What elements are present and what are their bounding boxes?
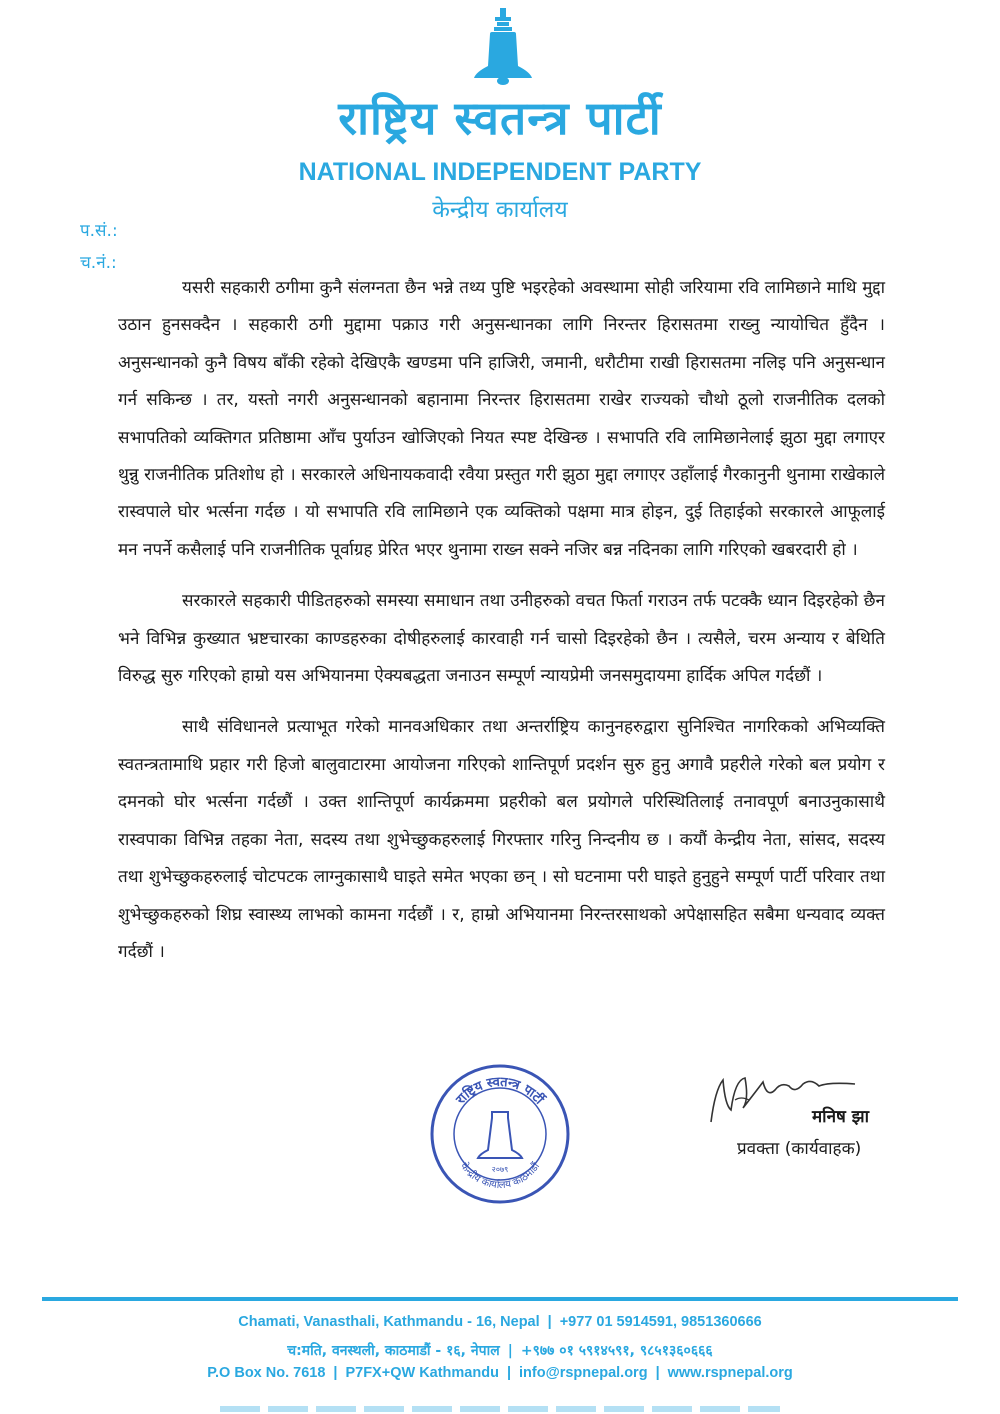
- signatory-title: प्रवक्ता (कार्यवाहक): [737, 1139, 862, 1159]
- separator: |: [333, 1365, 338, 1381]
- signatory-name: मनिष झा: [812, 1107, 870, 1127]
- separator: |: [547, 1314, 552, 1330]
- seal-bell-icon: [478, 1112, 522, 1158]
- central-office-label: केन्द्रीय कार्यालय: [432, 197, 568, 223]
- paragraph: सरकारले सहकारी पीडितहरुको समस्या समाधान तथा उनीहरुको वचत फिर्ता गराउन तर्फ पटक्कै ध्यान दिइरहेको छैन भने विभिन्न कुख्यात भ्रष्टचारका काण्डहरुका दोषीहरुलाई कारवाही गर्न चासो दिइरहेको छैन । त्यसैले, चरम अन्याय र बेथिति विरुद्ध सुरु गरिएको हाम्रो यस अभियानमा ऐक्यबद्धता जनाउन सम्पूर्ण न्यायप्रेमी जनसमुदायमा हार्दिक अपिल गर्दछौं ।: [118, 591, 885, 687]
- office-seal-stamp: [428, 1062, 573, 1207]
- website-link[interactable]: www.rspnepal.org: [667, 1365, 793, 1381]
- cropped-footer-remnant: [220, 1406, 780, 1412]
- bell-logo-icon: [470, 8, 536, 86]
- phone-en: +977 01 5914591, 9851360666: [559, 1314, 762, 1330]
- email-link[interactable]: info@rspnepal.org: [519, 1365, 648, 1381]
- separator: |: [507, 1343, 513, 1359]
- seal-bottom-text: केन्द्रीय कार्यालय काठमाडौं: [457, 1161, 543, 1192]
- separator: |: [655, 1365, 660, 1381]
- svg-text:राष्ट्रिय स्वतन्त्र पार्टी: [453, 1075, 548, 1109]
- dispatch-number-label: च.नं.:: [80, 253, 117, 273]
- separator: |: [506, 1365, 512, 1381]
- reference-number-label: प.सं.:: [80, 221, 118, 241]
- paragraph: साथै संविधानले प्रत्याभूत गरेको मानवअधिकार तथा अन्तर्राष्ट्रिय कानुनहरुद्वारा सुनिश्चित नागरिकको अभिव्यक्ति स्वतन्त्रतामाथि प्रहार गरी हिजो बालुवाटारमा आयोजना गरिएको शान्तिपूर्ण प्रदर्शन सुरु हुनु अगावै प्रहरीले गरेको बल प्रयोग र दमनको घोर भर्त्सना गर्दछौं । उक्त शान्तिपूर्ण कार्यक्रममा प्रहरीको बल प्रयोगले परिस्थितिलाई तनावपूर्ण बनाउनुकासाथै रास्वपाका विभिन्न तहका नेता, सदस्य तथा शुभेच्छुकहरुलाई गिरफ्तार गरिनु निन्दनीय छ । कयौं केन्द्रीय नेता, सांसद, सदस्य तथा शुभेच्छुकहरुलाई चोटपटक लाग्नुकासाथै घाइते समेत भएका छन् । सो घटनामा परी घाइते हुनुहुने सम्पूर्ण पार्टी परिवार तथा शुभेच्छुकहरुको शिघ्र स्वास्थ्य लाभको कामना गर्दछौं । र, हाम्रो अभियानमा निरन्तरसाथको अपेक्षासहित सबैमा धन्यवाद व्यक्त गर्दछौं ।: [118, 717, 885, 962]
- po-box: P.O Box No. 7618: [207, 1365, 326, 1381]
- phone-np: +९७७ ०१ ५९१४५९१, ९८५१३६०६६६: [520, 1343, 713, 1359]
- address-np: च:मति, वनस्थली, काठमाडौं - १६, नेपाल: [287, 1343, 500, 1359]
- footer-address-english: [0, 1314, 1000, 1330]
- plus-code: P7FX+QW Kathmandu: [345, 1365, 499, 1381]
- paragraph: यसरी सहकारी ठगीमा कुनै संलग्नता छैन भन्ने तथ्य पुष्टि भइरहेको अवस्थामा सोही जरियामा रवि लामिछाने माथि मुद्दा उठान हुनसक्दैन । सहकारी ठगी मुद्दामा पक्राउ गरी अनुसन्धानका लागि निरन्तर हिरासतमा राख्नु न्यायोचित हुँदैन । अनुसन्धानको कुनै विषय बाँकी रहेको देखिएकै खण्डमा पनि हाजिरी, जमानी, धरौटीमा राखी हिरासतमा नलिइ पनि अनुसन्धान गर्न सकिन्छ । तर, यस्तो नगरी अनुसन्धानको बहानामा निरन्तर हिरासतमा राखेर राज्यको चौथो ठूलो राजनीतिक दलको सभापतिको व्यक्तिगत प्रतिष्ठामा आँच पुर्याउन खोजिएको नियत स्पष्ट देखिन्छ । सभापति रवि लामिछानेलाई झुठा मुद्दा लगाएर थुन्नु राजनीतिक प्रतिशोध हो । सरकारले अधिनायकवादी रवैया प्रस्तुत गरी झुठा मुद्दा लगाएर उहाँलाई गैरकानुनी थुनामा राखेकाले रास्वपाले घोर भर्त्सना गर्दछ । यो सभापति रवि लामिछाने एक व्यक्तिको पक्षमा मात्र होइन, दुई तिहाईको सरकारले आफूलाई मन नपर्ने कसैलाई पनि राजनीतिक पूर्वाग्रह प्रेरित भएर थुनामा राख्न सक्ने नजिर बन्न नदिनका लागि गरिएको खबरदारी हो ।: [118, 278, 885, 560]
- party-name-english: NATIONAL INDEPENDENT PARTY: [298, 158, 702, 186]
- party-name-nepali: राष्ट्रिय स्वतन्त्र पार्टी: [338, 91, 662, 145]
- seal-top-text: राष्ट्रिय स्वतन्त्र पार्टी: [453, 1074, 547, 1108]
- footer-divider: [42, 1297, 958, 1301]
- seal-year: २०७९: [491, 1165, 509, 1174]
- address-en: Chamati, Vanasthali, Kathmandu - 16, Nepal: [238, 1314, 540, 1330]
- footer-address-nepali: [0, 1341, 1000, 1360]
- letter-body: [118, 270, 885, 985]
- footer-contact: [0, 1365, 1000, 1381]
